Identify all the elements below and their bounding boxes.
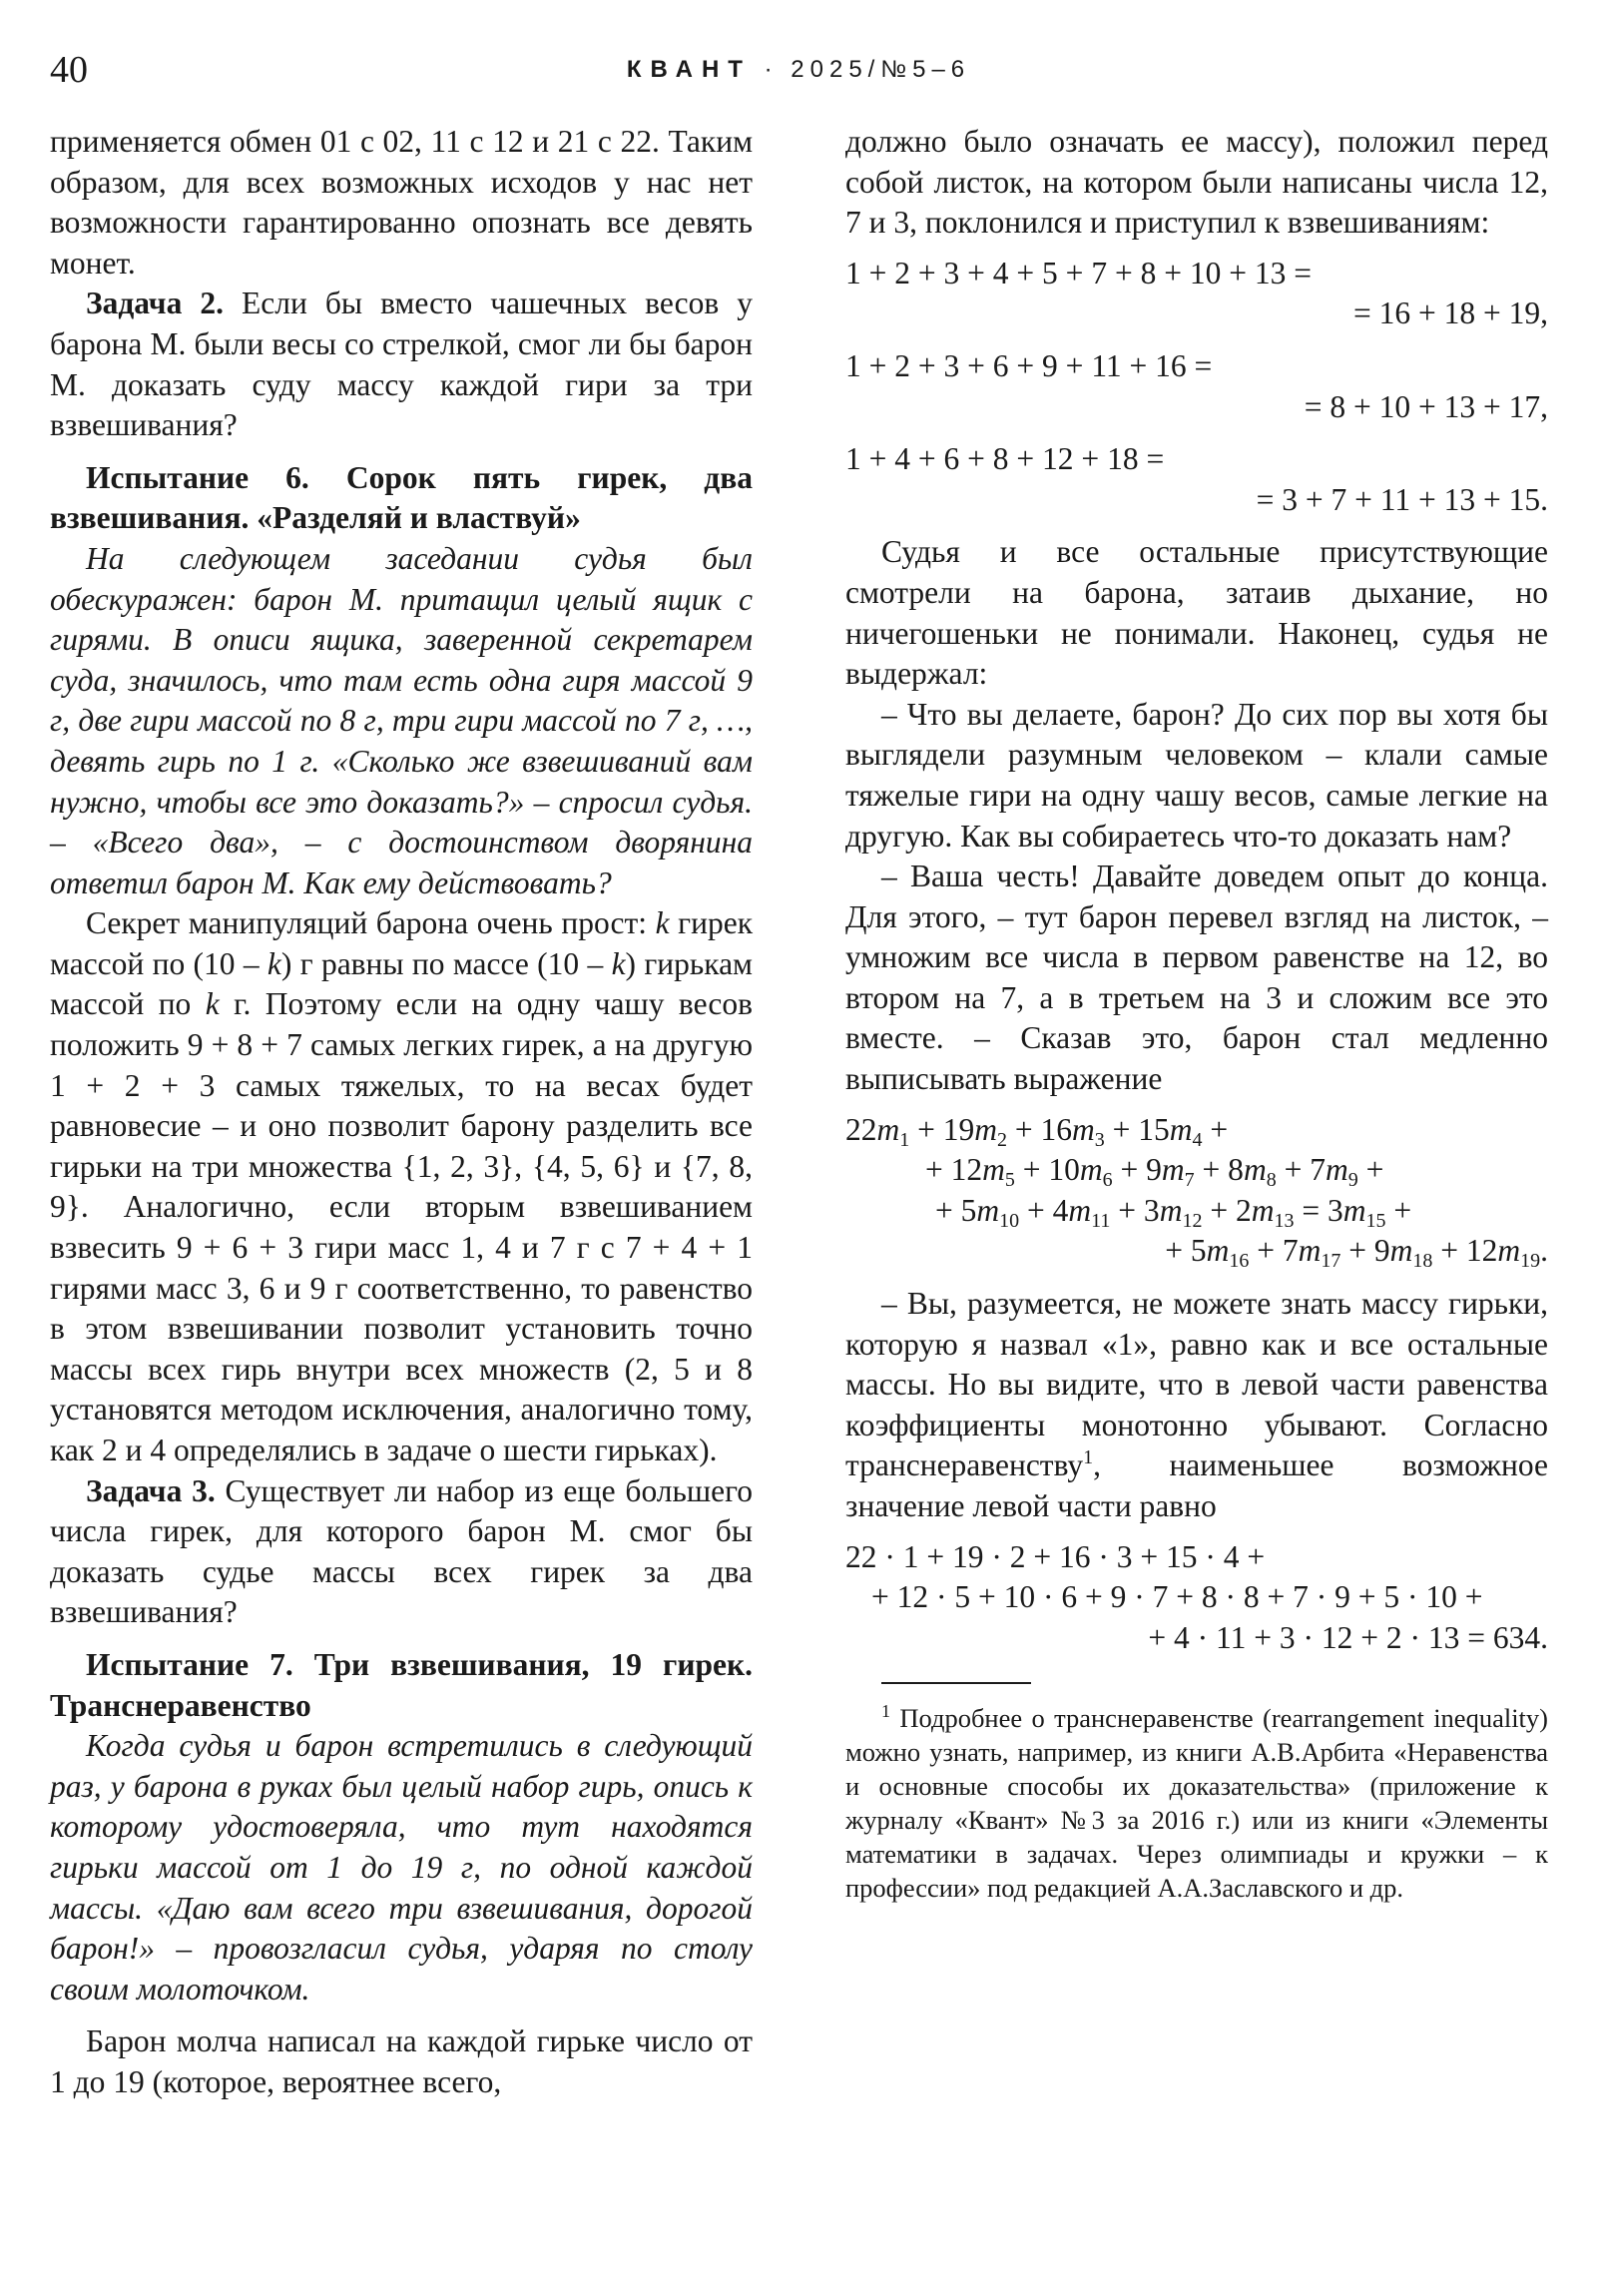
paragraph: Судья и все остальные присутствующие смотрели на барона, затаив дыхание, но ничегошеньки не понимали. Наконец, судья не выдержал: [845,534,1548,692]
math-subscript: 18 [1412,1250,1433,1273]
math-var: m [1298,1233,1322,1269]
weighing-equations [845,254,1548,521]
math-subscript: 19 [1520,1250,1541,1273]
paragraph: – Ваша честь! Давайте доведем опыт до конца. Для этого, – тут барон перевел взгляд на листок, – умножим все числа в первом равенстве на 12, во втором на 7, а в третьем на 3 и сложим все это вместе. – Сказав это, барон стал медленно выписывать выражение [845,859,1548,1097]
text-run: – Вы, разумеется, не можете знать массу гирьки, которую я назвал «1», равно как и все остальные массы. Но вы видите, что в левой части равенства коэффициенты монотонно убывают. Согласно транснеравенству [845,1286,1548,1483]
paragraph-secret [50,903,753,1470]
math-coef: + 3 [1110,1192,1160,1228]
right-column [845,122,1548,1905]
math-subscript: 10 [999,1209,1020,1232]
math-var: k [205,986,220,1022]
equation-line: 1 + 2 + 3 + 6 + 9 + 11 + 16 = [845,347,1213,383]
math-var: m [1243,1152,1267,1188]
italic-paragraph: На следующем заседании судья был обескуражен: барон М. притащил целый ящик с гирями. В описи ящика, заверенной секретарем суда, значилось, что там есть одна гиря массой 9 г, две гири массой по 8 г, три гири массой по 7 г, …, девять гирь по 1 г. «Сколько же взвешиваний вам нужно, чтобы все это доказать?» – спросил судья. – «Всего два», – с достоинством дворянина ответил барон М. Как ему действовать? [50,540,753,900]
math-var: k [611,945,626,981]
math-subscript: 15 [1365,1209,1386,1232]
math-var: m [1325,1152,1348,1188]
math-var: m [1159,1192,1183,1228]
math-coef: + 5 [1165,1233,1207,1269]
equation-line: = 8 + 10 + 13 + 17, [1304,388,1548,424]
math-coef: + 9 [1112,1152,1162,1188]
math-var: m [1389,1233,1413,1269]
math-coef: + 4 [1019,1192,1069,1228]
math-subscript: 2 [997,1128,1008,1151]
paragraph: Барон молча написал на каждой гирьке число от 1 до 19 (которое, вероятнее всего, [50,2023,753,2099]
math-var: m [1079,1152,1103,1188]
section-heading-test-6: Испытание 6. Сорок пять гирек, два взвешивания. «Разделяй и властвуй» [50,459,753,536]
sum-expression [845,1537,1548,1659]
task-3 [50,1471,753,1633]
math-coef: + 7 [1276,1152,1326,1188]
math-var: m [1169,1111,1193,1147]
mexpr-line [845,1110,1548,1151]
section-heading-test-7: Испытание 7. Три взвешивания, 19 гирек. Транснеравенство [50,1646,753,1723]
math-subscript: 12 [1182,1209,1203,1232]
paragraph: – Что вы делаете, барон? До сих пор вы хотя бы выглядели разумным человеком – клали самые тяжелые гири на одну чашу весов, самые легкие на другую. Как вы собираетесь что-то доказать нам? [845,696,1548,854]
math-var: k [266,945,281,981]
paragraph: применяется обмен 01 с 02, 11 с 12 и 21 с 22. Таким образом, для всех возможных исходов у нас нет возможности гарантированно опознать все девять монет. [50,124,753,281]
page-number: 40 [50,49,88,91]
math-subscript: 17 [1321,1250,1341,1273]
math-subscript: 4 [1192,1128,1203,1151]
math-var: k [655,905,670,941]
text-run: г. Поэтому если на одну чашу весов положить 9 + 8 + 7 самых легких гирек, а на другую 1 + 2 + 3 самых тяжелых, то на весах будет равновесие – и оно позволит барону разделить все гирьки на три множества {1, 2, 3}, {4, 5, 6} и {7, 8, 9}. Аналогично, если вторым взвешиванием взвесить 9 + 6 + 3 гири масс 1, 4 и 7 г с 7 + 4 + 1 гирями масс 3, 6 и 9 г соответственно, то равенство в этом взвешивании позволит установить точно массы всех гирь внутри всех множеств (2, 5 и 8 установятся методом исключения, аналогично тому, как 2 и 4 определялись в задаче о шести гирьках). [50,986,753,1467]
math-coef: + 8 [1194,1152,1244,1188]
task-text: Если бы вместо чашечных весов у барона М. были весы со стрелкой, смог ли бы барон М. доказать суду массу каждой гири за три взвешивания? [50,286,753,443]
math-coef: + 16 [1007,1111,1073,1147]
text-run: гирек массой по (10 – [50,905,753,981]
text-run: Секрет манипуляций барона очень прост: [86,905,656,941]
math-coef: 22 [845,1111,877,1147]
math-coef: + 19 [909,1111,975,1147]
math-subscript: 9 [1347,1169,1358,1192]
task-2 [50,284,753,445]
math-coef: + [1202,1111,1229,1147]
left-column [50,122,753,2103]
math-var: m [1206,1233,1230,1269]
equation-line: = 16 + 18 + 19, [1352,295,1548,331]
math-coef: + 10 [1014,1152,1080,1188]
mexpr-line [845,1231,1548,1272]
text-run: ) г равны по массе (10 – [280,945,612,981]
math-coef: + 9 [1340,1233,1390,1269]
footnote-mark: 1 [881,1701,890,1722]
mexpr-line [845,1150,1548,1191]
mass-expression [845,1110,1548,1272]
math-coef: = 3 [1294,1192,1343,1228]
italic-paragraph: Когда судья и барон встретились в следующий раз, у барона в руках был целый набор гирь, опись к которому удостоверяла, что тут находятся гирьки массой от 1 до 19 г, по одной каждой массы. «Даю вам всего три взвешивания, дорогой барон!» – провозгласил судья, ударяя по столу своим молоточком. [50,1728,753,2007]
math-var: m [1068,1192,1092,1228]
math-subscript: 5 [1004,1169,1015,1192]
math-coef: + 15 [1104,1111,1170,1147]
math-var: m [982,1152,1005,1188]
footnote [845,1694,1548,1905]
math-coef: + 2 [1202,1192,1252,1228]
equation-line: 1 + 4 + 6 + 8 + 12 + 18 = [845,441,1165,477]
math-coef: + 12 [1432,1233,1498,1269]
math-subscript: 16 [1229,1250,1250,1273]
running-title [50,56,1547,84]
math-subscript: 11 [1091,1209,1111,1232]
footnote-ref: 1 [1083,1446,1094,1469]
equation-line: 1 + 2 + 3 + 4 + 5 + 7 + 8 + 10 + 13 = [845,255,1313,290]
math-subscript: 8 [1266,1169,1277,1192]
math-coef: . [1540,1233,1548,1269]
math-subscript: 6 [1102,1169,1113,1192]
math-subscript: 13 [1274,1209,1295,1232]
task-label: Задача 2. [86,286,224,321]
math-subscript: 3 [1094,1128,1105,1151]
math-coef: + 5 [935,1192,977,1228]
math-var: m [1251,1192,1275,1228]
issue-number: · 2025/№5–6 [764,56,971,83]
sum-line: 22 · 1 + 19 · 2 + 16 · 3 + 15 · 4 + [845,1538,1266,1574]
math-subscript: 7 [1184,1169,1195,1192]
math-var: m [1161,1152,1185,1188]
math-coef: + 12 [925,1152,983,1188]
text-run: , наименьшее возможное значение левой части равно [845,1447,1548,1523]
math-var: m [1072,1111,1095,1147]
math-coef: + [1385,1192,1412,1228]
sum-line: + 4 · 11 + 3 · 12 + 2 · 13 = 634. [1148,1619,1548,1655]
equation-line: = 3 + 7 + 11 + 13 + 15. [1256,481,1548,517]
math-var: m [876,1111,900,1147]
math-coef: + [1357,1152,1384,1188]
math-coef: + 7 [1249,1233,1299,1269]
page-header [50,48,1547,91]
math-var: m [974,1111,998,1147]
footnote-text: Подробнее о транснеравенстве (rearrangement inequality) можно узнать, например, из книги А.В.Арбита «Неравенства и основные способы их доказательства» (приложение к журналу «Квант» №3 за 2016 г.) или из книги «Элементы математики в задачах. Через олимпиады и кружки – к профессии» под редакцией А.А.Заславского и др. [845,1703,1548,1904]
journal-name: КВАНТ [626,56,752,83]
sum-line: + 12 · 5 + 10 · 6 + 9 · 7 + 8 · 8 + 7 · 9 + 5 · 10 + [871,1579,1483,1615]
math-subscript: 1 [899,1128,910,1151]
footnote-rule [881,1682,1031,1684]
math-var: m [1497,1233,1521,1269]
math-var: m [1342,1192,1366,1228]
task-text: Существует ли набор из еще большего числа гирек, для которого барон М. смог бы доказать судье массы всех гирек за два взвешивания? [50,1472,753,1630]
text-run: ) гирькам массой по [50,945,753,1022]
paragraph: должно было означать ее массу), положил перед собой листок, на котором были написаны числа 12, 7 и 3, поклонился и приступил к взвешиваниям: [845,124,1548,241]
task-label: Задача 3. [86,1472,216,1508]
math-var: m [976,1192,1000,1228]
paragraph [845,1284,1548,1527]
mexpr-line [845,1191,1548,1232]
